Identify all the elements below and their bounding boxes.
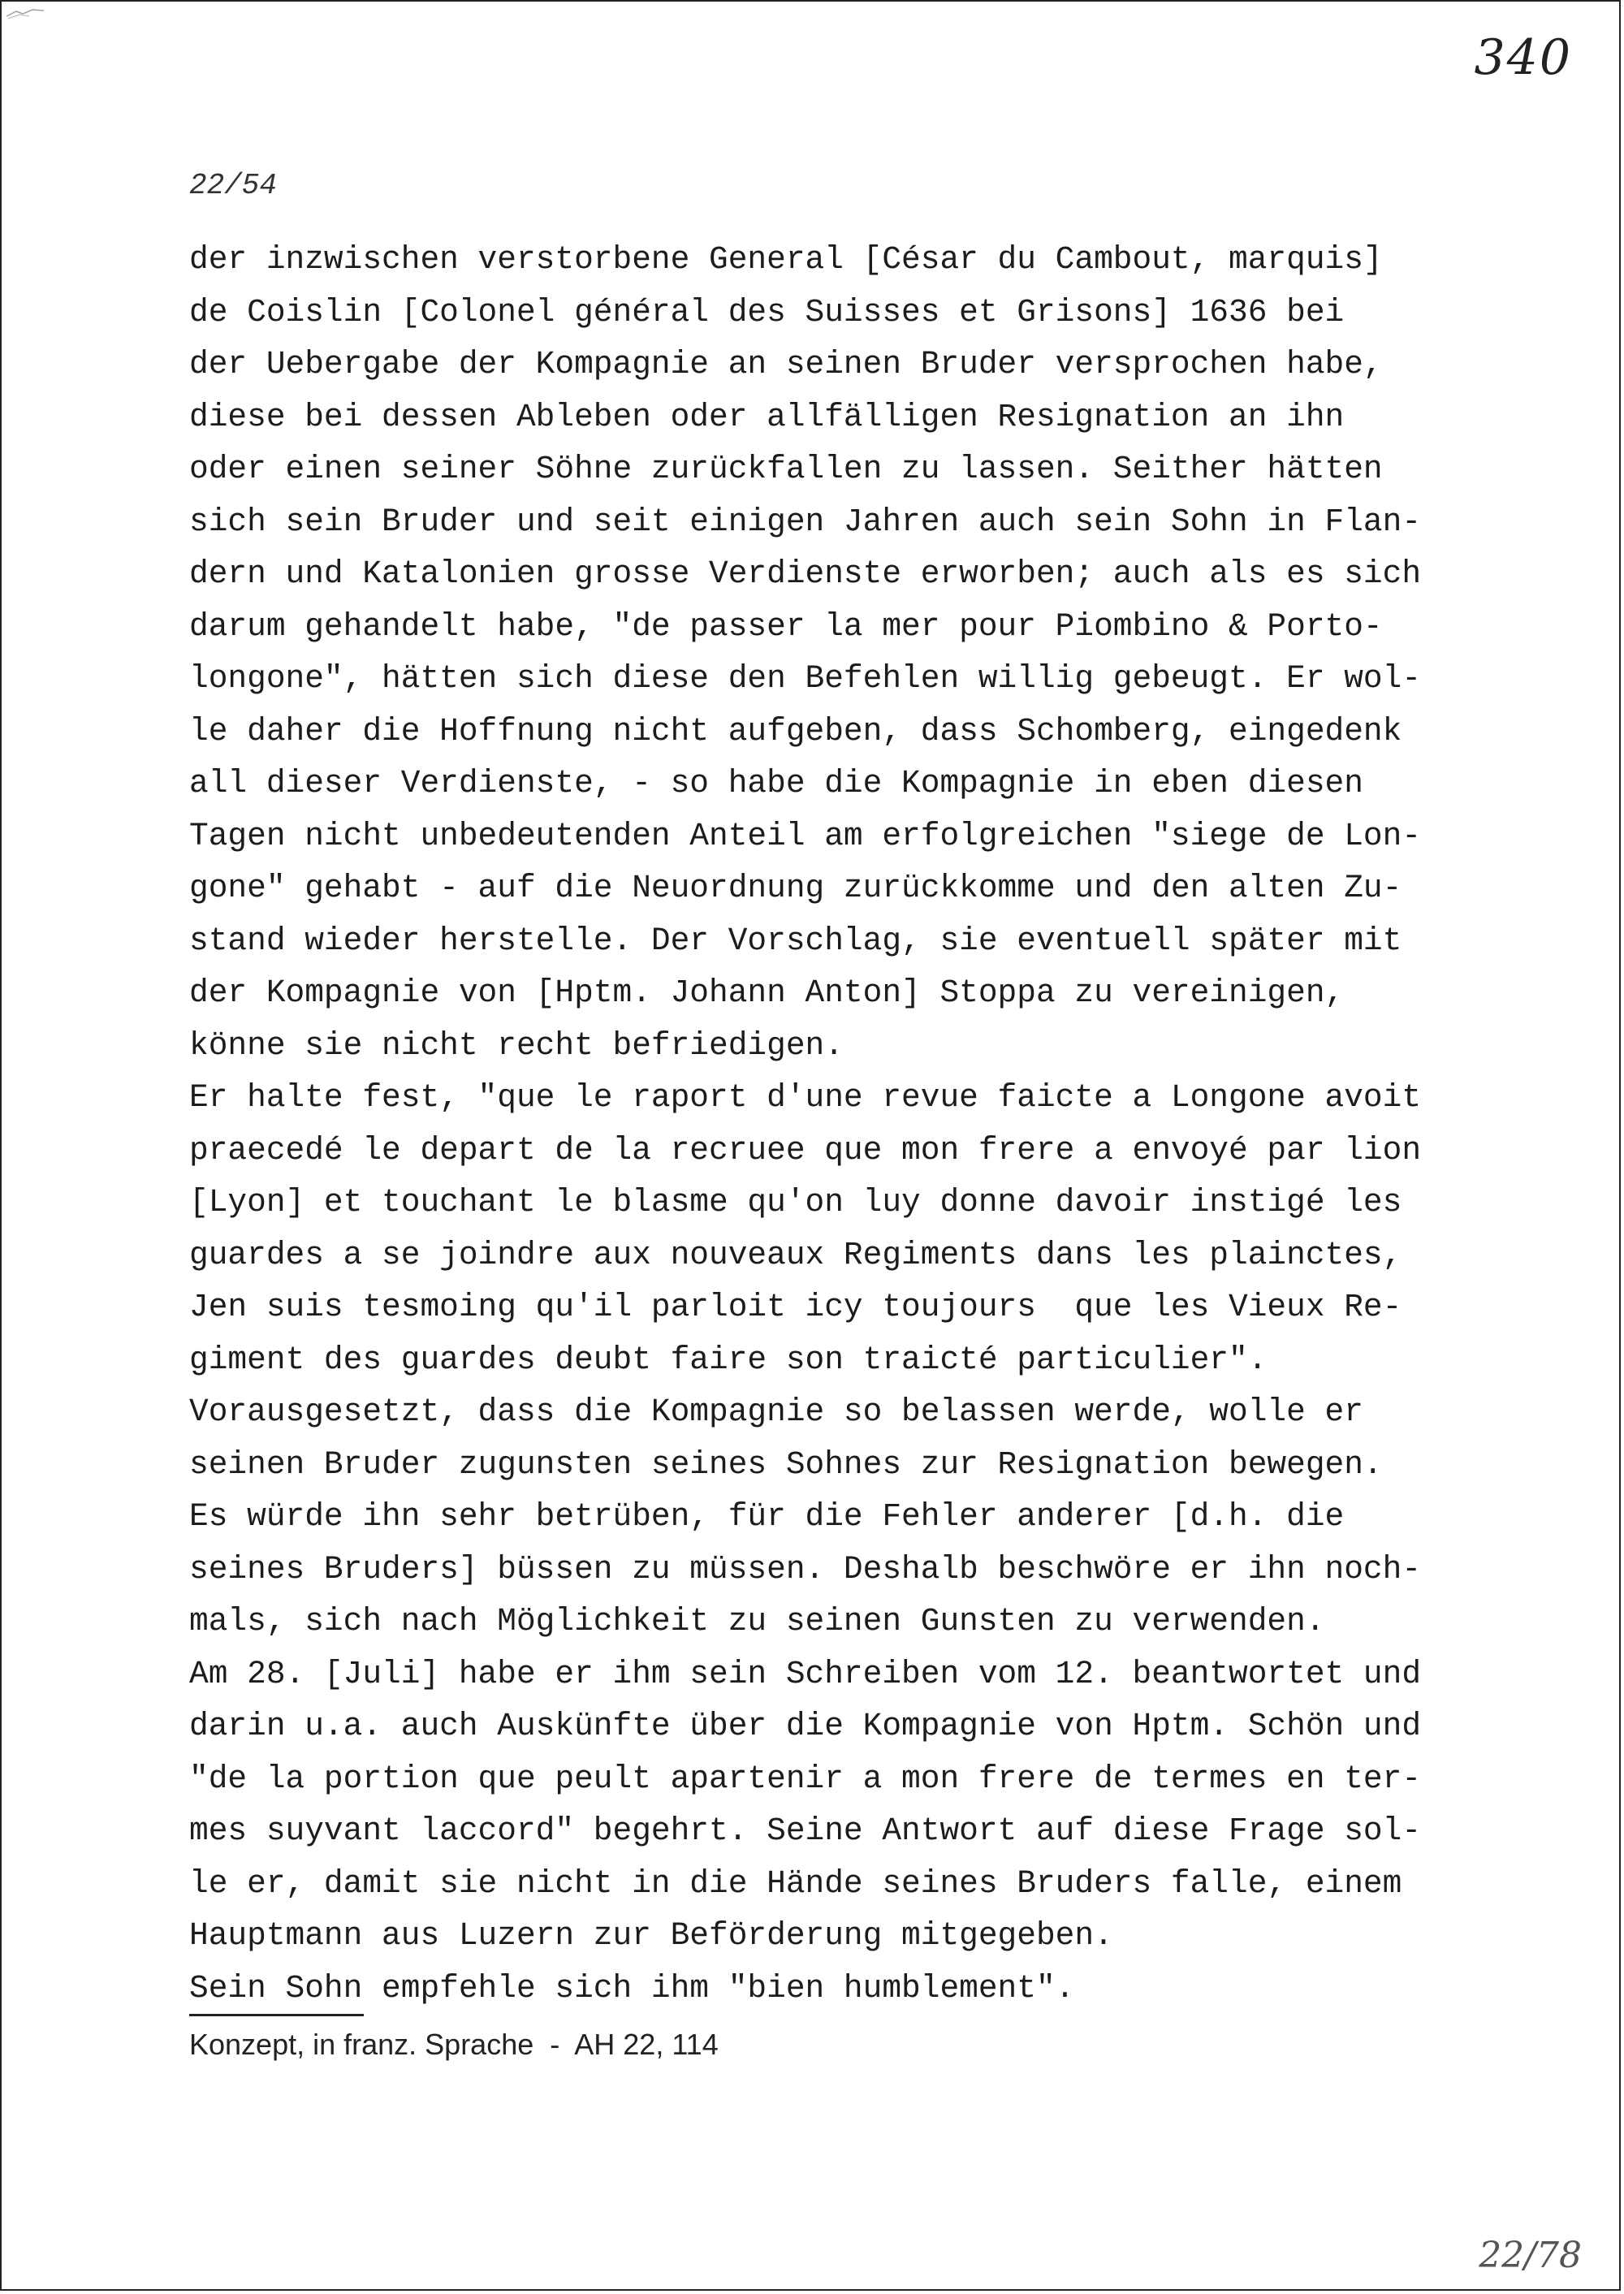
text-line: praecedé le depart de la recruee que mon frere a envoyé par lion xyxy=(189,1131,1422,1169)
text-line: seinen Bruder zugunsten seines Sohnes zur Resignation bewegen. xyxy=(189,1445,1383,1483)
document-number: 22/54 xyxy=(189,169,278,202)
archive-number: 22/78 xyxy=(1479,2235,1582,2276)
text-line: Er halte fest, "que le raport d'une revue faicte a Longone avoit xyxy=(189,1079,1422,1116)
text-line: dern und Katalonien grosse Verdienste erworben; auch als es sich xyxy=(189,555,1422,592)
text-line: de Coislin [Colonel général des Suisses et Grisons] 1636 bei xyxy=(189,293,1345,330)
text-line: darin u.a. auch Auskünfte über die Kompagnie von Hptm. Schön und xyxy=(189,1708,1422,1744)
text-line: der inzwischen verstorbene General [César du Cambout, marquis] xyxy=(189,241,1383,278)
text-line: darum gehandelt habe, "de passer la mer pour Piombino & Porto- xyxy=(189,607,1383,645)
text-line: gone" gehabt - auf die Neuordnung zurückkomme und den alten Zu- xyxy=(189,870,1402,906)
text-line: der Uebergabe der Kompagnie an seinen Bruder versprochen habe, xyxy=(189,346,1383,382)
text-line: sich sein Bruder und seit einigen Jahren auch sein Sohn in Flan- xyxy=(189,503,1422,540)
text-line: "de la portion que peult apartenir a mon frere de termes en ter- xyxy=(189,1760,1422,1797)
text-line: könne sie nicht recht befriedigen. xyxy=(189,1026,844,1064)
text-line: Sein Sohn empfehle sich ihm "bien humblement". xyxy=(189,1969,1075,2007)
text-line: oder einen seiner Söhne zurückfallen zu lassen. Seither hätten xyxy=(189,451,1383,487)
text-line: Am 28. [Juli] habe er ihm sein Schreiben vom 12. beantwortet und xyxy=(189,1655,1422,1692)
text-line: Jen suis tesmoing qu'il parloit icy toujours que les Vieux Re- xyxy=(189,1289,1402,1325)
text-line: le daher die Hoffnung nicht aufgeben, dass Schomberg, eingedenk xyxy=(189,712,1402,750)
text-line: seines Bruders] büssen zu müssen. Deshalb beschwöre er ihn noch- xyxy=(189,1550,1422,1588)
scan-mark-icon xyxy=(5,6,45,21)
text-line: all dieser Verdienste, - so habe die Kompagnie in eben diesen xyxy=(189,765,1363,801)
folio-number: 340 xyxy=(1474,29,1572,86)
text-line: Es würde ihn sehr betrüben, für die Fehler anderer [d.h. die xyxy=(189,1498,1345,1535)
footnote-source: Konzept, in franz. Sprache - AH 22, 114 xyxy=(189,2028,719,2061)
text-line: giment des guardes deubt faire son traicté particulier". xyxy=(189,1341,1268,1378)
text-line: stand wieder herstelle. Der Vorschlag, sie eventuell später mit xyxy=(189,922,1402,959)
body-text xyxy=(189,234,1488,2015)
text-line: le er, damit sie nicht in die Hände seines Bruders falle, einem xyxy=(189,1864,1402,1902)
text-line: Vorausgesetzt, dass die Kompagnie so belassen werde, wolle er xyxy=(189,1393,1363,1430)
text-line: mes suyvant laccord" begehrt. Seine Antwort auf diese Frage sol- xyxy=(189,1812,1422,1849)
text-line: guardes a se joindre aux nouveaux Regiments dans les plainctes, xyxy=(189,1236,1402,1273)
text-line: [Lyon] et touchant le blasme qu'on luy donne davoir instigé les xyxy=(189,1184,1402,1220)
footnote-divider xyxy=(189,2014,364,2016)
text-line: diese bei dessen Ableben oder allfälligen Resignation an ihn xyxy=(189,398,1345,435)
text-line: Tagen nicht unbedeutenden Anteil am erfolgreichen "siege de Lon- xyxy=(189,817,1422,854)
text-line: longone", hätten sich diese den Befehlen willig gebeugt. Er wol- xyxy=(189,660,1422,697)
text-line: Hauptmann aus Luzern zur Beförderung mitgegeben. xyxy=(189,1917,1113,1954)
text-line: mals, sich nach Möglichkeit zu seinen Gunsten zu verwenden. xyxy=(189,1603,1325,1639)
text-line: der Kompagnie von [Hptm. Johann Anton] Stoppa zu vereinigen, xyxy=(189,974,1345,1011)
